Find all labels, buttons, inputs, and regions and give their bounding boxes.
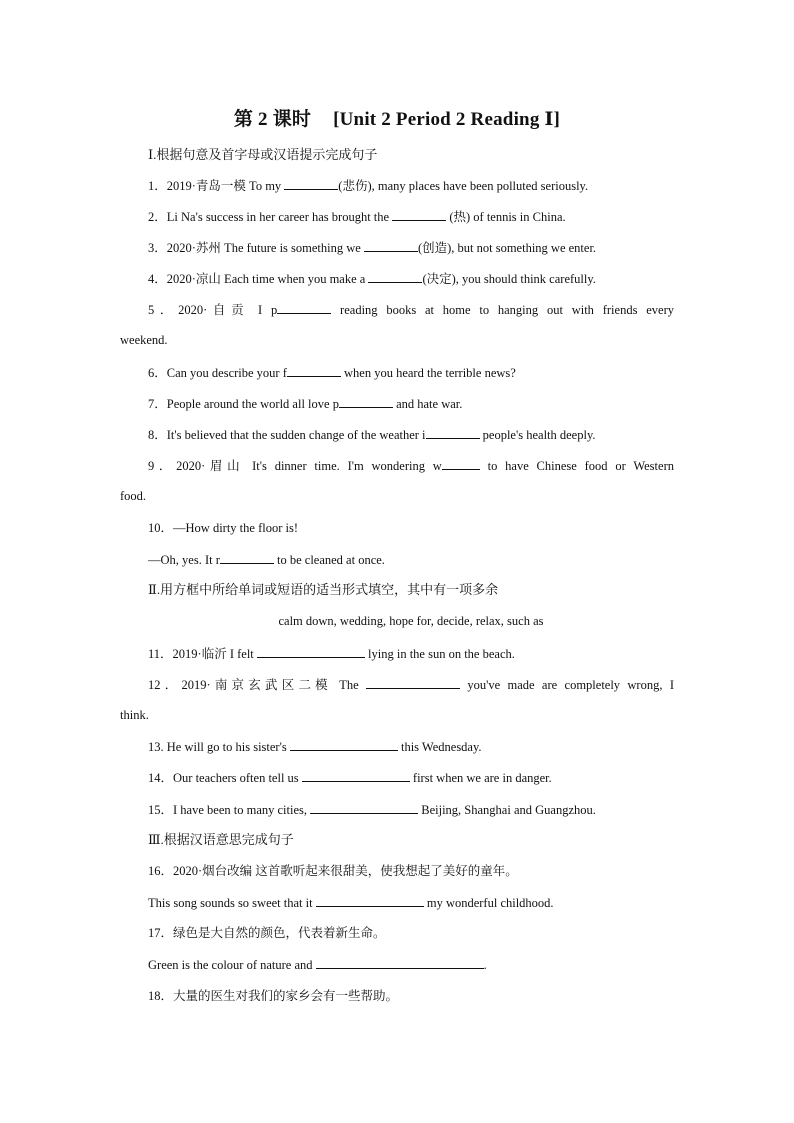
question-18: 18．大量的医生对我们的家乡会有一些帮助。 (148, 989, 399, 1003)
answer-blank[interactable] (316, 893, 424, 907)
question-5: 5．2020·自贡 I p reading books at home to hanging out with friends every (148, 300, 674, 319)
answer-blank[interactable] (290, 737, 398, 751)
question-12: 12．2019·南京玄武区二模 The you've made are completely wrong, I (148, 675, 674, 694)
question-16: 16．2020·烟台改编 这首歌听起来很甜美，使我想起了美好的童年。 (148, 864, 518, 878)
answer-blank[interactable] (339, 394, 393, 408)
answer-blank[interactable] (442, 456, 480, 470)
answer-blank[interactable] (310, 800, 418, 814)
question-14: 14．Our teachers often tell us first when we are in danger. (148, 768, 674, 787)
word-box: calm down, wedding, hope for, decide, relax, such as (278, 614, 544, 628)
answer-blank[interactable] (364, 238, 418, 252)
section1-heading: Ⅰ.根据句意及首字母或汉语提示完成句子 (148, 147, 378, 162)
answer-blank[interactable] (287, 363, 341, 377)
question-16-translation: This song sounds so sweet that it my wonderful childhood. (148, 893, 674, 912)
question-3: 3．2020·苏州 The future is something we (创造), but not something we enter. (148, 238, 674, 257)
answer-blank[interactable] (257, 644, 365, 658)
answer-blank[interactable] (284, 176, 338, 190)
answer-blank[interactable] (220, 550, 274, 564)
section2-heading: Ⅱ.用方框中所给单词或短语的适当形式填空，其中有一项多余 (148, 582, 499, 597)
answer-blank[interactable] (366, 675, 460, 689)
answer-blank[interactable] (316, 955, 484, 969)
title-lesson: 第 2 课时 (233, 109, 312, 130)
question-5-continued: weekend. (120, 333, 168, 347)
answer-blank[interactable] (368, 269, 422, 283)
section3-heading: Ⅲ.根据汉语意思完成句子 (148, 832, 294, 847)
answer-blank[interactable] (392, 207, 446, 221)
answer-blank[interactable] (302, 768, 410, 782)
question-6: 6．Can you describe your f when you heard the terrible news? (148, 363, 674, 382)
question-12-continued: think. (120, 708, 149, 722)
question-1: 1．2019·青岛一模 To my (悲伤), many places have been polluted seriously. (148, 176, 674, 195)
answer-blank[interactable] (426, 425, 480, 439)
question-9: 9．2020·眉山 It's dinner time. I'm wondering w to have Chinese food or Western (148, 456, 674, 475)
question-10-reply: —Oh, yes. It r to be cleaned at once. (148, 550, 674, 569)
title-unit: [Unit 2 Period 2 Reading Ⅰ] (333, 109, 561, 130)
answer-blank[interactable] (277, 300, 331, 314)
question-11: 11．2019·临沂 I felt lying in the sun on the beach. (148, 644, 674, 663)
question-4: 4．2020·凉山 Each time when you make a (决定), you should think carefully. (148, 269, 674, 288)
question-10: 10．—How dirty the floor is! (148, 521, 298, 535)
question-15: 15．I have been to many cities, Beijing, Shanghai and Guangzhou. (148, 800, 674, 819)
page-title (0, 104, 794, 131)
question-17-translation: Green is the colour of nature and . (148, 955, 674, 974)
question-13: 13. He will go to his sister's this Wednesday. (148, 737, 674, 756)
question-7: 7．People around the world all love p and hate war. (148, 394, 674, 413)
question-2: 2．Li Na's success in her career has brought the (热) of tennis in China. (148, 207, 674, 226)
question-17: 17．绿色是大自然的颜色，代表着新生命。 (148, 926, 386, 940)
question-9-continued: food. (120, 489, 147, 503)
question-8: 8．It's believed that the sudden change of the weather i people's health deeply. (148, 425, 674, 444)
